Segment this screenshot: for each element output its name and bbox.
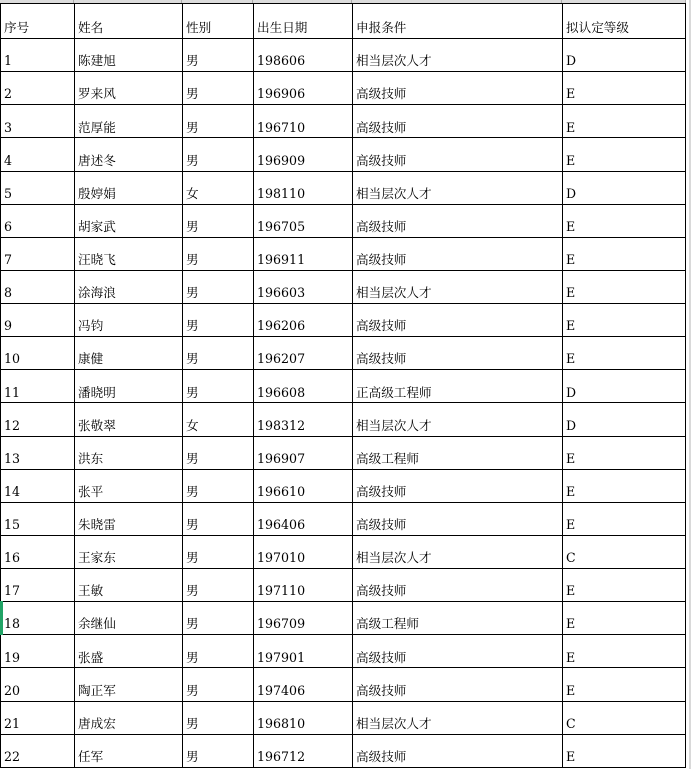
- cell-grade[interactable]: E: [563, 569, 686, 602]
- header-cell-birth[interactable]: 出生日期: [254, 4, 353, 39]
- table-row: [1, 470, 686, 503]
- header-cell-grade[interactable]: 拟认定等级: [563, 4, 686, 39]
- table-row: [1, 238, 686, 271]
- cell-gender[interactable]: 男: [183, 668, 254, 701]
- strip-cell: [74, 0, 182, 3]
- cell-condition[interactable]: 相当层次人才: [353, 172, 563, 205]
- table-row: [1, 702, 686, 735]
- cell-name[interactable]: 涂海浪: [75, 271, 183, 304]
- cell-birth[interactable]: 197901: [254, 635, 353, 668]
- cell-grade[interactable]: E: [563, 635, 686, 668]
- cell-grade[interactable]: E: [563, 105, 686, 138]
- cell-condition[interactable]: 高级技师: [353, 105, 563, 138]
- cell-birth[interactable]: 196610: [254, 470, 353, 503]
- cell-birth[interactable]: 197010: [254, 536, 353, 569]
- cell-name[interactable]: 王敏: [75, 569, 183, 602]
- cell-no[interactable]: 16: [1, 536, 75, 569]
- cell-no[interactable]: 22: [1, 735, 75, 768]
- cell-gender[interactable]: 男: [183, 304, 254, 337]
- cell-condition[interactable]: 高级工程师: [353, 437, 563, 470]
- cell-condition[interactable]: 高级技师: [353, 238, 563, 271]
- cell-birth[interactable]: 196705: [254, 205, 353, 238]
- table-row: [1, 138, 686, 171]
- cell-birth[interactable]: 198312: [254, 403, 353, 436]
- cell-birth[interactable]: 196206: [254, 304, 353, 337]
- table-body: [1, 39, 686, 768]
- cell-birth[interactable]: 198606: [254, 39, 353, 72]
- cell-gender[interactable]: 男: [183, 702, 254, 735]
- cell-no[interactable]: 8: [1, 271, 75, 304]
- cell-name[interactable]: 汪晓飞: [75, 238, 183, 271]
- cell-name[interactable]: 洪东: [75, 437, 183, 470]
- cell-no[interactable]: 5: [1, 172, 75, 205]
- cell-condition[interactable]: 高级技师: [353, 304, 563, 337]
- cell-name[interactable]: 唐成宏: [75, 702, 183, 735]
- cell-gender[interactable]: 男: [183, 72, 254, 105]
- cell-birth[interactable]: 196406: [254, 503, 353, 536]
- cell-name[interactable]: 余继仙: [75, 602, 183, 635]
- table-row: [1, 304, 686, 337]
- cell-gender[interactable]: 男: [183, 271, 254, 304]
- cell-birth[interactable]: 196207: [254, 337, 353, 370]
- cell-no[interactable]: 10: [1, 337, 75, 370]
- cell-name[interactable]: 任军: [75, 735, 183, 768]
- cell-no[interactable]: 12: [1, 403, 75, 436]
- strip-cell: [182, 0, 253, 3]
- cell-name[interactable]: 张平: [75, 470, 183, 503]
- header-cell-condition[interactable]: 申报条件: [353, 4, 563, 39]
- cell-no[interactable]: 2: [1, 72, 75, 105]
- cell-gender[interactable]: 女: [183, 172, 254, 205]
- table-row: [1, 569, 686, 602]
- cell-no[interactable]: 6: [1, 205, 75, 238]
- cell-no[interactable]: 19: [1, 635, 75, 668]
- cell-grade[interactable]: E: [563, 72, 686, 105]
- table-row: [1, 205, 686, 238]
- cell-condition[interactable]: 高级技师: [353, 503, 563, 536]
- cell-gender[interactable]: 男: [183, 337, 254, 370]
- table-header-row: [1, 4, 686, 39]
- cell-grade[interactable]: E: [563, 668, 686, 701]
- strip-cell: [352, 0, 562, 3]
- cell-condition[interactable]: 高级技师: [353, 138, 563, 171]
- cell-grade[interactable]: E: [563, 602, 686, 635]
- cell-no[interactable]: 15: [1, 503, 75, 536]
- cell-no[interactable]: 17: [1, 569, 75, 602]
- cell-gender[interactable]: 男: [183, 105, 254, 138]
- table-row: [1, 39, 686, 72]
- cell-grade[interactable]: E: [563, 503, 686, 536]
- cell-name[interactable]: 潘晓明: [75, 370, 183, 403]
- header-cell-gender[interactable]: 性别: [183, 4, 254, 39]
- cell-name[interactable]: 王家东: [75, 536, 183, 569]
- cell-condition[interactable]: 高级技师: [353, 668, 563, 701]
- cell-gender[interactable]: 男: [183, 238, 254, 271]
- cell-grade[interactable]: E: [563, 437, 686, 470]
- cell-birth[interactable]: 196907: [254, 437, 353, 470]
- cell-no[interactable]: 1: [1, 39, 75, 72]
- table-row: [1, 370, 686, 403]
- table-row: [1, 72, 686, 105]
- cell-name[interactable]: 康健: [75, 337, 183, 370]
- table-row: [1, 503, 686, 536]
- strip-cell: [0, 0, 74, 3]
- cell-no[interactable]: 20: [1, 668, 75, 701]
- cell-condition[interactable]: 高级技师: [353, 205, 563, 238]
- cell-condition[interactable]: 相当层次人才: [353, 271, 563, 304]
- cell-birth[interactable]: 196906: [254, 72, 353, 105]
- header-cell-name[interactable]: 姓名: [75, 4, 183, 39]
- cell-birth[interactable]: 197110: [254, 569, 353, 602]
- cell-birth[interactable]: 196608: [254, 370, 353, 403]
- data-table: [0, 3, 686, 768]
- cell-birth[interactable]: 196603: [254, 271, 353, 304]
- cell-condition[interactable]: 高级技师: [353, 72, 563, 105]
- cell-name[interactable]: 冯钧: [75, 304, 183, 337]
- partial-row-above: [0, 0, 686, 3]
- cell-grade[interactable]: E: [563, 271, 686, 304]
- cell-gender[interactable]: 男: [183, 205, 254, 238]
- cell-no[interactable]: 4: [1, 138, 75, 171]
- cell-grade[interactable]: E: [563, 205, 686, 238]
- cell-birth[interactable]: 197406: [254, 668, 353, 701]
- cell-birth[interactable]: 196911: [254, 238, 353, 271]
- cell-name[interactable]: 殷婷娟: [75, 172, 183, 205]
- cell-grade[interactable]: E: [563, 238, 686, 271]
- cell-name[interactable]: 陈建旭: [75, 39, 183, 72]
- selected-cell-indicator: [0, 601, 3, 635]
- cell-grade[interactable]: E: [563, 337, 686, 370]
- table-row: [1, 403, 686, 436]
- cell-name[interactable]: 罗来风: [75, 72, 183, 105]
- table-row: [1, 602, 686, 635]
- cell-condition[interactable]: 正高级工程师: [353, 370, 563, 403]
- cell-grade[interactable]: D: [563, 172, 686, 205]
- cell-name[interactable]: 张敬翠: [75, 403, 183, 436]
- table-row: [1, 437, 686, 470]
- cell-gender[interactable]: 男: [183, 602, 254, 635]
- cell-name[interactable]: 张盛: [75, 635, 183, 668]
- strip-cell: [562, 0, 686, 3]
- cell-birth[interactable]: 196709: [254, 602, 353, 635]
- cell-no[interactable]: 7: [1, 238, 75, 271]
- cell-gender[interactable]: 男: [183, 470, 254, 503]
- strip-cell: [253, 0, 352, 3]
- table-row: [1, 105, 686, 138]
- cell-grade[interactable]: E: [563, 470, 686, 503]
- cell-no[interactable]: 13: [1, 437, 75, 470]
- cell-gender[interactable]: 男: [183, 735, 254, 768]
- cell-birth[interactable]: 198110: [254, 172, 353, 205]
- cell-name[interactable]: 范厚能: [75, 105, 183, 138]
- cell-grade[interactable]: D: [563, 370, 686, 403]
- cell-name[interactable]: 唐述冬: [75, 138, 183, 171]
- cell-condition[interactable]: 相当层次人才: [353, 702, 563, 735]
- cell-no[interactable]: 14: [1, 470, 75, 503]
- table-row: [1, 735, 686, 768]
- cell-grade[interactable]: D: [563, 39, 686, 72]
- cell-grade[interactable]: D: [563, 403, 686, 436]
- cell-gender[interactable]: 男: [183, 635, 254, 668]
- cell-condition[interactable]: 相当层次人才: [353, 39, 563, 72]
- cell-gender[interactable]: 男: [183, 437, 254, 470]
- cell-grade[interactable]: E: [563, 735, 686, 768]
- cell-birth[interactable]: 196712: [254, 735, 353, 768]
- cell-no[interactable]: 21: [1, 702, 75, 735]
- table-row: [1, 668, 686, 701]
- cell-name[interactable]: 朱晓雷: [75, 503, 183, 536]
- cell-birth[interactable]: 196909: [254, 138, 353, 171]
- table-row: [1, 172, 686, 205]
- cell-name[interactable]: 陶正军: [75, 668, 183, 701]
- table-row: [1, 635, 686, 668]
- cell-condition[interactable]: 相当层次人才: [353, 536, 563, 569]
- cell-birth[interactable]: 196710: [254, 105, 353, 138]
- cell-gender[interactable]: 男: [183, 569, 254, 602]
- cell-no[interactable]: 3: [1, 105, 75, 138]
- cell-gender[interactable]: 女: [183, 403, 254, 436]
- cell-condition[interactable]: 高级技师: [353, 635, 563, 668]
- table-row: [1, 337, 686, 370]
- cell-no[interactable]: 9: [1, 304, 75, 337]
- cell-condition[interactable]: 高级工程师: [353, 602, 563, 635]
- cell-no[interactable]: 11: [1, 370, 75, 403]
- cell-grade[interactable]: C: [563, 702, 686, 735]
- cell-birth[interactable]: 196810: [254, 702, 353, 735]
- cell-condition[interactable]: 高级技师: [353, 735, 563, 768]
- cell-grade[interactable]: E: [563, 304, 686, 337]
- cell-condition[interactable]: 高级技师: [353, 470, 563, 503]
- cell-gender[interactable]: 男: [183, 536, 254, 569]
- cell-condition[interactable]: 高级技师: [353, 569, 563, 602]
- cell-gender[interactable]: 男: [183, 370, 254, 403]
- cell-condition[interactable]: 高级技师: [353, 337, 563, 370]
- table-row: [1, 536, 686, 569]
- cell-gender[interactable]: 男: [183, 39, 254, 72]
- header-cell-no[interactable]: 序号: [1, 4, 75, 39]
- cell-grade[interactable]: E: [563, 138, 686, 171]
- cell-condition[interactable]: 相当层次人才: [353, 403, 563, 436]
- table-row: [1, 271, 686, 304]
- cell-no[interactable]: 18: [1, 602, 75, 635]
- cell-gender[interactable]: 男: [183, 138, 254, 171]
- cell-grade[interactable]: C: [563, 536, 686, 569]
- cell-name[interactable]: 胡家武: [75, 205, 183, 238]
- cell-gender[interactable]: 男: [183, 503, 254, 536]
